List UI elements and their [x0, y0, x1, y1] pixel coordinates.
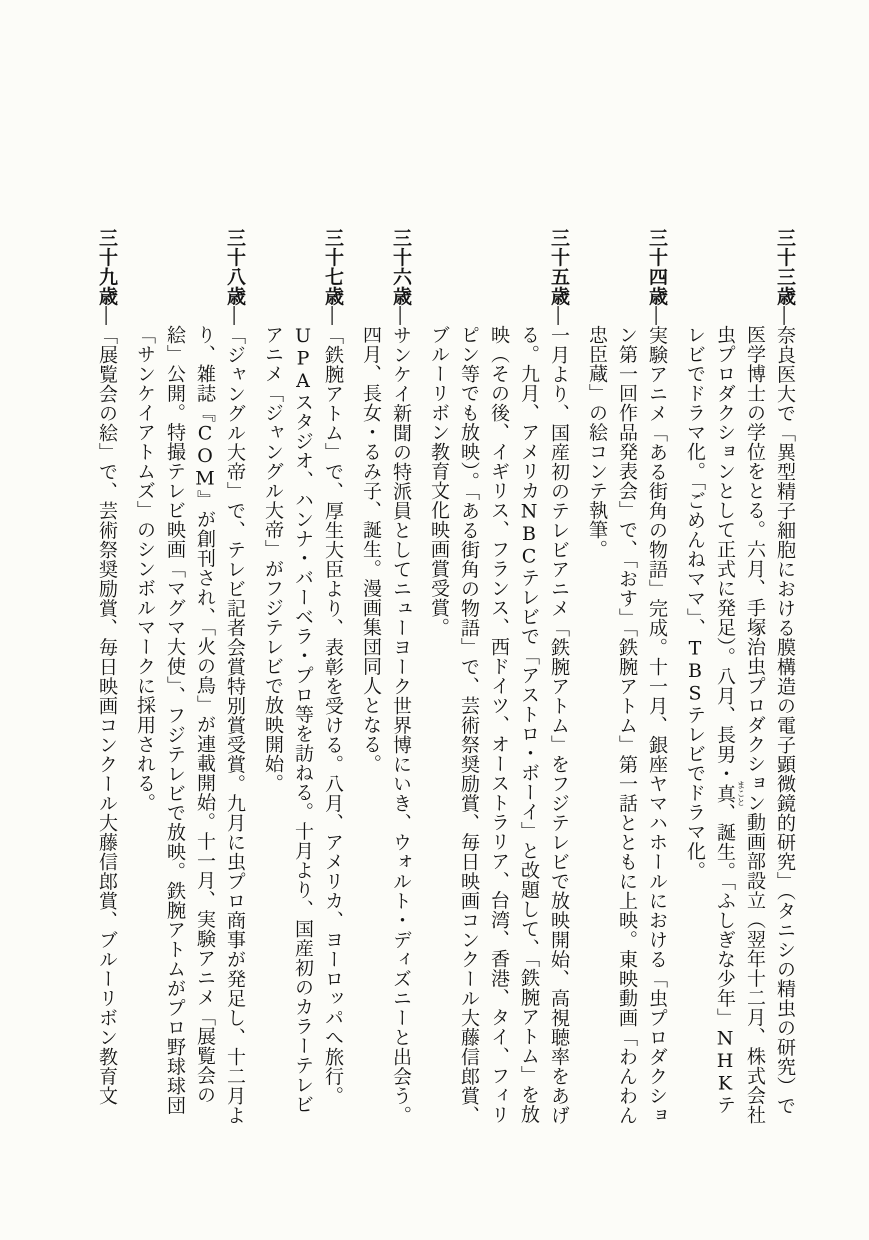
entry-body: 「展覧会の絵」で、芸術祭奨励賞、毎日映画コンクール大藤信郎賞、ブルーリボン教育文	[96, 325, 118, 1106]
entry-age: 三十四歳	[646, 228, 668, 306]
dash-separator: ―	[224, 306, 246, 326]
entry-body: 「鉄腕アトム」で、厚生大臣より、表彰を受ける。八月、アメリカ、ヨーロッパへ旅行。UPAスタジオ、ハンナ・バーベラ・プロ等を訪ねる。十月より、国産初のカラーテレビアニメ「ジャングル大帝」がフジテレビで放映開始。	[262, 325, 344, 1114]
dash-separator: ―	[96, 306, 118, 326]
ruby-reading: まこと	[735, 780, 745, 806]
dash-separator: ―	[646, 306, 668, 326]
entry-age: 三十三歳	[774, 228, 796, 306]
entry-year	[544, 85, 574, 228]
entry-body: 実験アニメ「ある街角の物語」完成。十一月、銀座ヤマハホールにおける「虫プロダクション第一回作品発表会」で、「おす」「鉄腕アトム」第一話とともに上映。東映動画「わんわん忠臣蔵」の絵コンテ執筆。	[586, 325, 668, 1125]
chronology-entry	[582, 85, 672, 1130]
chronology-text	[84, 85, 800, 1130]
dash-separator: ―	[548, 306, 570, 326]
entry-age: 三十五歳	[548, 228, 570, 306]
chronology-entry	[356, 85, 416, 1130]
entry-age: 三十七歳	[322, 228, 344, 306]
entry-body: 一月より、国産初のテレビアニメ「鉄腕アトム」をフジテレビで放映開始、高視聴率をあげる。九月、アメリカNBCテレビで「アストロ・ボーイ」と改題して、「鉄腕アトム」を放映（その後、イギリス、フランス、西ドイツ、オーストラリア、台湾、香港、タイ、フィリピン等でも放映）。「ある街角の物語」で、芸術祭奨励賞、毎日映画コンクール大藤信郎賞、ブルーリボン教育文化映画賞受賞。	[428, 325, 570, 1125]
entry-age: 三十六歳	[390, 228, 412, 306]
chronology-entry	[680, 85, 800, 1130]
entry-year	[318, 85, 348, 228]
entry-age: 三十八歳	[224, 228, 246, 306]
entry-body: 奈良医大で「異型精子細胞における膜構造の電子顕微鏡的研究」（タニシの精虫の研究）で医学博士の学位をとる。六月、手塚治虫プロダクション動画部設立（翌年十二月、株式会社虫プロダクションとして正式に発足）。八月、長男・真 まこと、誕生。「ふしぎな少年」NHKテレビでドラマ化。「ごめんねママ」、TBSテレビでドラマ化。	[684, 325, 796, 1125]
entry-body: 「ジャングル大帝」で、テレビ記者会賞特別賞受賞。九月に虫プロ商事が発足し、十二月より、雑誌『COM』が創刊され、「火の鳥」が連載開始。十一月、実験アニメ「展覧会の絵」公開。特撮テレビ映画「マグマ大使」、フジテレビで放映。鉄腕アトムがプロ野球球団「サンケイアトムズ」のシンボルマークに採用される。	[134, 325, 246, 1125]
chronology-entry	[92, 85, 122, 1130]
latin-acronym: NHK	[714, 1027, 736, 1095]
entry-year	[770, 85, 800, 228]
dash-separator: ―	[390, 306, 412, 326]
dash-separator: ―	[322, 306, 344, 326]
entry-body: サンケイ新聞の特派員としてニューヨーク世界博にいき、ウォルト・ディズニーと出会う。四月、長女・るみ子、誕生。漫画集団同人となる。	[360, 325, 412, 1125]
chronology-entry	[130, 85, 250, 1130]
entry-year	[642, 85, 672, 228]
latin-acronym: UPA	[292, 325, 314, 393]
entry-year	[220, 85, 250, 228]
ruby-annotation: 真 まこと	[714, 780, 745, 806]
entry-year	[386, 85, 416, 228]
latin-acronym: COM	[194, 422, 216, 490]
entry-year	[92, 85, 122, 228]
latin-acronym: NBC	[518, 500, 540, 568]
dash-separator: ―	[774, 306, 796, 326]
chronology-entry	[424, 85, 574, 1130]
chronology-entry	[258, 85, 348, 1130]
latin-acronym: TBS	[684, 637, 706, 705]
entry-age: 三十九歳	[96, 228, 118, 306]
